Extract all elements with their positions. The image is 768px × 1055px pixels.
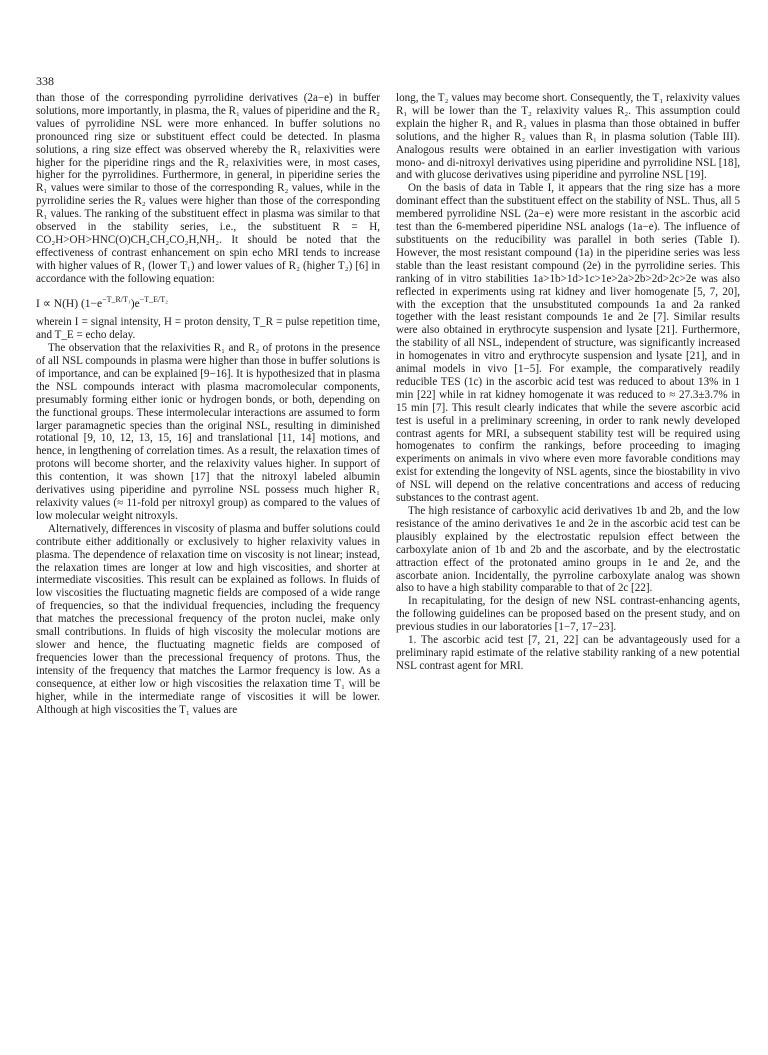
paragraph: long, the T₂ values may become short. Consequently, the T₁ relaxivity values R₁ will be lower than the T₂ relaxivity values R₂. This assumption could explain the higher R₁ and R₂ values in plasma than those obtained in buffer solutions, and the higher R₂ values than R₁ in plasma solution (Table III). Analogous results were obtained in an earlier investigation with various mono- and di-nitroxyl derivatives using piperidine and pyrrolidine NSL [18], and with glucose derivatives using piperidine and pyrroline NSL [19]. xyxy=(396,92,740,182)
paragraph: In recapitulating, for the design of new NSL contrast-enhancing agents, the following guidelines can be proposed based on the present study, and on previous studies in our laboratories [1−7, 17−23]. xyxy=(396,595,740,634)
paragraph: The observation that the relaxivities R₁ and R₂ of protons in the presence of all NSL compounds in plasma were higher than those in buffer solutions is of importance, and can be explained [9−16]. It is hypothesized that in plasma the NSL compounds interact with plasma macromolecular components, presumably forming either ionic or hydrogen bonds, or both, depending on the functional groups. These intermolecular interactions are assumed to form larger paramagnetic species than the original NSL, resulting in diminished rotational [9, 10, 12, 13, 15, 16] and translational [11, 14] motions, and hence, in lengthening of correlation times. As a result, the relaxation times of protons will become shorter, and the relaxivity values higher. In support of this contention, it was shown [17] that the nitroxyl labeled albumin derivatives using piperidine and pyrroline NSL possess much higher R₁ relaxivity values (≈ 11-fold per nitroxyl group) as compared to the values of low molecular weight nitroxyls. xyxy=(36,342,380,522)
paragraph: On the basis of data in Table I, it appears that the ring size has a more dominant effect than the substituent effect on the stability of NSL. Thus, all 5 membered pyrrolidine NSL (2a−e) were more resistant in the ascorbic acid test than the 6-membered piperidine NSL analogs (1a−e). The influence of substituents on the reducibility was parallel in both series (Table I). However, the most resistant compound (1a) in the piperidine series was less stable than the least resistant compound (2e) in the pyrrolidine series. This ranking of in vitro stabilities 1a>1b>1d>1c>1e>2a>2b>2d>2c>2e was also reflected in experiments using rat kidney and liver homogenate [5, 7, 20], with the exception that the unsubstituted compounds 1a and 2a ranked together with the least resistant compounds 1e and 2e [7]. Similar results were also obtained in erythrocyte suspension and lysate [21]. Furthermore, the stability of all NSL, independent of structure, was significantly increased in homogenates in vitro and erythrocyte suspension and lysate [21], and in animal models in vivo [1−5]. For example, the comparatively readily reducible TES (1c) in the ascorbic acid test was reduced to about 13% in 1 min [22] while in rat kidney homogenate it was reduced to ≈ 27.3±3.7% in 15 min [7]. This result clearly indicates that while the severe ascorbic acid test is useful in a preliminary screening, in order to rank newly developed contrast agents for MRI, a subsequent stability test will be required using homogenates to confirm the rankings, before proceeding to imaging experiments on animals in vivo where even more favorable conditions may exist for extending the longevity of NSL agents, since the biostability in vivo of NSL will depend on the relative concentrations and access of reducing substances to the contrast agent. xyxy=(396,182,740,505)
paragraph: Alternatively, differences in viscosity of plasma and buffer solutions could contribute either additionally or exclusively to higher relaxivity values in plasma. The dependence of relaxation time on viscosity is not linear; instead, the relaxation times are longer at low and high viscosities, and shorter at intermediate viscosities. This result can be explained as follows. In fluids of low viscosities the fluctuating magnetic fields are composed of a wide range of frequencies, so that the individual frequencies, including the frequency that matches the precessional frequency of the proton nuclei, make only small contributions. In fluids of high viscosity the molecular motions are slower and hence, the fluctuating magnetic fields are composed of frequencies lower than the precessional frequency of protons. Thus, the intensity of the frequency that matches the Larmor frequency is low. As a consequence, at either low or high viscosities the relaxation time T₁ will be higher, while in the intermediate range of viscosities it will be lower. Although at high viscosities the T₁ values are xyxy=(36,522,380,716)
paragraph: wherein I = signal intensity, H = proton density, T_R = pulse repetition time, and T_E = echo delay. xyxy=(36,316,380,342)
equation-lhs: I ∝ N(H) (1−e xyxy=(36,297,103,310)
relaxation-equation xyxy=(36,294,380,311)
left-column xyxy=(36,92,380,716)
equation-exponent-2: −T_E/T₂ xyxy=(139,294,168,304)
equation-exponent-1: −T_R/T₁ xyxy=(102,294,131,304)
paragraph: than those of the corresponding pyrrolidine derivatives (2a−e) in buffer solutions, more importantly, in plasma, the R₁ values of piperidine and the R₂ values of pyrrolidine NSL were more enhanced. In buffer solutions no pronounced ring size or substituent effect could be detected. In plasma solutions, a ring size effect was observed whereby the R₁ relaxivities were higher for the piperidine rings and the R₂ relaxivities were, in most cases, higher for the pyrrolidines. Furthermore, in general, in piperidine series the R₁ values were similar to those of the corresponding R₂ values, while in the pyrrolidine series the R₂ values were higher than those of the corresponding R₁ values. The ranking of the substituent effect in plasma was similar to that observed in the stability series, i.e., the substituent R = H, CO₂H>OH>HNC(O)CH₂CH₂CO₂H,NH₂. It should be noted that the effectiveness of contrast enhancement on spin echo MRI tends to increase with higher values of R₁ (lower T₁) and lower values of R₂ (higher T₂) [6] in accordance with the following equation: xyxy=(36,92,380,285)
right-column xyxy=(396,92,740,673)
paragraph: 1. The ascorbic acid test [7, 21, 22] can be advantageously used for a preliminary rapid estimate of the relative stability ranking of a new potential NSL contrast agent for MRI. xyxy=(396,634,740,672)
paragraph: The high resistance of carboxylic acid derivatives 1b and 2b, and the low resistance of the amino derivatives 1e and 2e in the ascorbic acid test can be plausibly explained by the electrostatic repulsion effect between the carboxylate anion of 1b and 2b and the ascorbate, and by the electrostatic attraction effect of the protonated amino groups in 1e and 2e, and the ascorbate anion. Incidentally, the pyrroline carboxylate analog was shown also to have a high stability comparable to that of 2c [22]. xyxy=(396,505,740,595)
equation-mid: )e xyxy=(130,297,140,310)
page-number: 338 xyxy=(36,74,54,88)
